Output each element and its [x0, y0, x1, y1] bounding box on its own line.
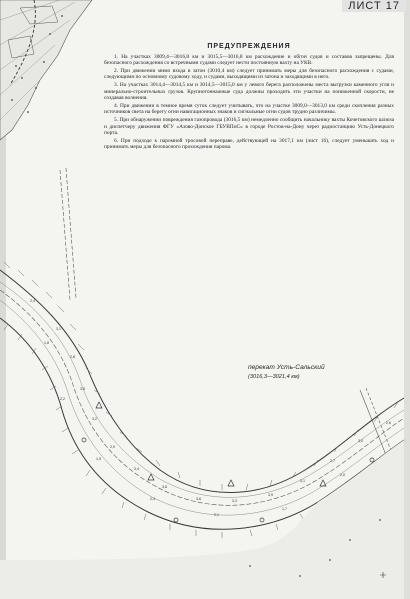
shoal-range-label: (3016,3—3021,4 км) [248, 374, 300, 380]
svg-text:1,7: 1,7 [282, 507, 287, 511]
sheet-number: ЛИСТ 17 [342, 0, 406, 12]
svg-text:3,8: 3,8 [162, 485, 167, 489]
svg-text:3,5: 3,5 [80, 387, 85, 391]
svg-text:3,6: 3,6 [196, 497, 201, 501]
svg-text:3,1: 3,1 [56, 327, 61, 331]
warning-item: 5. При обнаружении повреждения газопровода (3016,5 км) немедленно сообщить начальнику вахты Кочетовского шлюза и диспетчеру движения ФГУ «Азово-Донское ГБУВПиС» в городе Ростов-на-Дону через радиостанцию Усть-Донецкого порта. [104, 116, 394, 137]
svg-text:2,6: 2,6 [386, 421, 391, 425]
svg-text:1,8: 1,8 [44, 341, 49, 345]
svg-text:3,3: 3,3 [232, 499, 237, 503]
svg-text:2,2: 2,2 [60, 397, 65, 401]
shoal-name-label: перекат Усть-Сальский [248, 364, 325, 371]
warning-item: 2. При движении мимо входа в затон (3010,4 км) следует принимать меры для безопасного расхождения с судами, следующими по основному судовому ходу, и судами, выходящими из затона и заходящими в него. [104, 67, 394, 81]
warning-item: 3. На участках 3014,4—3014,5 км и 3014,5—3015,0 км у левого берега расположены места выгрузки каменного угля и минерально-строительных грузов. Крупнотоннажные суда должны проходить эти участки на пониженной скорости, не создавая волнения. [104, 81, 394, 102]
svg-text:2,7: 2,7 [330, 459, 335, 463]
warning-item: 6. При подходе к паромной тросовой переправе, действующей на 3017,1 км (лист 16), следует уменьшать ход и принимать меры для безопасного прохождения парома. [104, 137, 394, 151]
svg-text:3,2: 3,2 [92, 417, 97, 421]
svg-text:2,1: 2,1 [214, 513, 219, 517]
svg-text:3,0: 3,0 [358, 439, 363, 443]
svg-text:3,1: 3,1 [300, 479, 305, 483]
svg-text:3,9: 3,9 [268, 493, 273, 497]
svg-text:3,4: 3,4 [134, 467, 139, 471]
svg-text:2,4: 2,4 [30, 299, 35, 303]
svg-text:2,8: 2,8 [70, 355, 75, 359]
warnings-block [104, 44, 394, 152]
warning-item: 1. На участках 3009,4—3016,8 км и 3015,5—3016,8 км расхождение и обгон судов и составов запрещены. Для безопасного расхождения со встречными судами следует нести постоянную вахту на УКВ. [104, 53, 394, 67]
svg-text:2,4: 2,4 [150, 497, 155, 501]
warning-item: 4. При движении в темное время суток следует учитывать, что на участке 3009,0—3013,0 км среди скопления разных источников света на берегу огни навигационных знаков и сигнальные огни судов трудно различимы. [104, 102, 394, 116]
svg-text:1,9: 1,9 [96, 457, 101, 461]
warnings-title: ПРЕДУПРЕЖДЕНИЯ [207, 43, 291, 50]
svg-text:2,0: 2,0 [340, 473, 345, 477]
left-bank-line [0, 270, 404, 493]
svg-text:2,9: 2,9 [110, 445, 115, 449]
